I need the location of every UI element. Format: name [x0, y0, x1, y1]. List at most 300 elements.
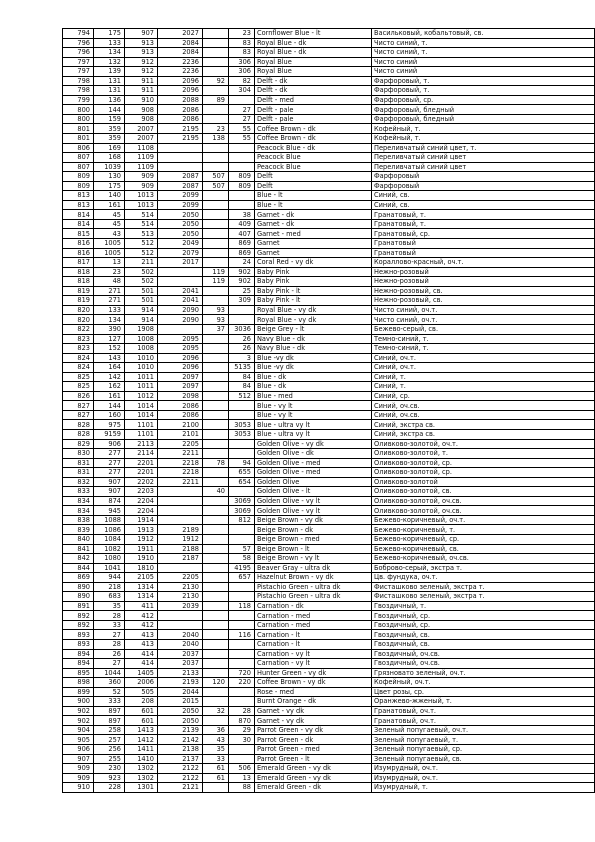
- col-cxc-cell: 27: [229, 114, 255, 124]
- col-anchor-cell: 256: [94, 745, 125, 755]
- col-dmc-cell: 909: [63, 764, 94, 774]
- table-row: [63, 745, 595, 755]
- col-dmc-cell: 895: [63, 668, 94, 678]
- table-row: [63, 401, 595, 411]
- col-name-ru-cell: Кофейный, т.: [372, 124, 595, 134]
- col-name-ru-cell: Бежево-серый, св.: [372, 324, 595, 334]
- col-name-ru-cell: Оливково-золотой, оч.т.: [372, 439, 595, 449]
- col-name-ru-cell: Синий, оч.т.: [372, 363, 595, 373]
- table-row: [63, 86, 595, 96]
- col-dmc-cell: 910: [63, 783, 94, 793]
- col-pnk-cell: [203, 29, 229, 39]
- col-name-ru-cell: Чисто синий: [372, 57, 595, 67]
- col-cxc-cell: 25: [229, 286, 255, 296]
- col-pnk-cell: [203, 582, 229, 592]
- col-name-en-cell: Royal Blue: [255, 57, 372, 67]
- col-madeira-cell: 514: [125, 219, 158, 229]
- col-anchor-cell: 874: [94, 496, 125, 506]
- col-name-ru-cell: Чисто синий, т.: [372, 48, 595, 58]
- col-madeira-cell: 911: [125, 76, 158, 86]
- col-madeira-cell: 413: [125, 630, 158, 640]
- col-anchor-cell: 162: [94, 382, 125, 392]
- table-row: [63, 534, 595, 544]
- col-pnk-cell: [203, 573, 229, 583]
- col-dmc-cell: 798: [63, 76, 94, 86]
- col-cxc-cell: [229, 611, 255, 621]
- table-row: [63, 668, 595, 678]
- col-name-ru-cell: Гвоздичный, св.: [372, 640, 595, 650]
- col-dmc-cell: 890: [63, 582, 94, 592]
- col-name-en-cell: Coffee Brown - dk: [255, 134, 372, 144]
- col-dmc-cell: 800: [63, 105, 94, 115]
- col-name-en-cell: Delft - pale: [255, 114, 372, 124]
- table-row: [63, 515, 595, 525]
- col-madeira-cell: 1008: [125, 344, 158, 354]
- col-madeira-cell: 2114: [125, 449, 158, 459]
- col-pnk-cell: [203, 48, 229, 58]
- col-anchor-cell: 164: [94, 363, 125, 373]
- col-cxc-cell: 83: [229, 38, 255, 48]
- col-name-ru-cell: Гранатовый, ср.: [372, 229, 595, 239]
- col-gamma-cell: 2098: [158, 391, 203, 401]
- col-gamma-cell: 2090: [158, 305, 203, 315]
- col-pnk-cell: [203, 363, 229, 373]
- col-madeira-cell: 412: [125, 620, 158, 630]
- col-cxc-cell: 4195: [229, 563, 255, 573]
- col-dmc-cell: 844: [63, 563, 94, 573]
- col-cxc-cell: 869: [229, 248, 255, 258]
- col-dmc-cell: 813: [63, 191, 94, 201]
- col-madeira-cell: 914: [125, 315, 158, 325]
- col-name-en-cell: Burnt Orange - dk: [255, 697, 372, 707]
- col-name-ru-cell: Чисто синий, оч.т.: [372, 315, 595, 325]
- col-pnk-cell: [203, 200, 229, 210]
- col-pnk-cell: [203, 668, 229, 678]
- table-row: [63, 334, 595, 344]
- col-pnk-cell: [203, 611, 229, 621]
- col-name-en-cell: Golden Olive: [255, 477, 372, 487]
- col-cxc-cell: 309: [229, 296, 255, 306]
- col-dmc-cell: 801: [63, 124, 94, 134]
- col-pnk-cell: [203, 468, 229, 478]
- col-dmc-cell: 891: [63, 601, 94, 611]
- col-cxc-cell: 5135: [229, 363, 255, 373]
- col-anchor-cell: 390: [94, 324, 125, 334]
- col-cxc-cell: 306: [229, 67, 255, 77]
- col-anchor-cell: 43: [94, 229, 125, 239]
- col-cxc-cell: 88: [229, 783, 255, 793]
- col-cxc-cell: [229, 620, 255, 630]
- col-anchor-cell: 45: [94, 210, 125, 220]
- col-madeira-cell: 1108: [125, 143, 158, 153]
- table-row: [63, 153, 595, 163]
- col-name-ru-cell: Чисто синий, т.: [372, 38, 595, 48]
- col-name-ru-cell: Васильковый, кобальтовый, св.: [372, 29, 595, 39]
- table-row: [63, 76, 595, 86]
- table-row: [63, 344, 595, 354]
- table-row: [63, 181, 595, 191]
- col-cxc-cell: 220: [229, 678, 255, 688]
- col-name-en-cell: Blue - lt: [255, 200, 372, 210]
- col-madeira-cell: 208: [125, 697, 158, 707]
- col-cxc-cell: 902: [229, 277, 255, 287]
- col-anchor-cell: 33: [94, 620, 125, 630]
- col-dmc-cell: 894: [63, 649, 94, 659]
- col-cxc-cell: 407: [229, 229, 255, 239]
- table-row: [63, 496, 595, 506]
- col-madeira-cell: 512: [125, 239, 158, 249]
- col-dmc-cell: 799: [63, 95, 94, 105]
- col-name-en-cell: Baby Pink - lt: [255, 286, 372, 296]
- col-cxc-cell: 512: [229, 391, 255, 401]
- col-name-ru-cell: Синий, св.: [372, 200, 595, 210]
- col-anchor-cell: 255: [94, 754, 125, 764]
- col-cxc-cell: 24: [229, 258, 255, 268]
- col-cxc-cell: [229, 697, 255, 707]
- col-gamma-cell: 2087: [158, 172, 203, 182]
- col-name-ru-cell: Бежево-коричневый, оч.св.: [372, 554, 595, 564]
- col-cxc-cell: 3053: [229, 429, 255, 439]
- col-dmc-cell: 907: [63, 754, 94, 764]
- col-gamma-cell: 2096: [158, 86, 203, 96]
- col-dmc-cell: 828: [63, 429, 94, 439]
- table-row: [63, 134, 595, 144]
- table-row: [63, 477, 595, 487]
- col-pnk-cell: [203, 57, 229, 67]
- col-name-ru-cell: Темно-синий, т.: [372, 334, 595, 344]
- table-row: [63, 410, 595, 420]
- col-anchor-cell: 152: [94, 344, 125, 354]
- col-madeira-cell: 412: [125, 611, 158, 621]
- col-gamma-cell: 2040: [158, 630, 203, 640]
- col-dmc-cell: 817: [63, 258, 94, 268]
- col-gamma-cell: 2211: [158, 477, 203, 487]
- table-row: [63, 754, 595, 764]
- col-cxc-cell: 30: [229, 735, 255, 745]
- col-pnk-cell: [203, 210, 229, 220]
- col-gamma-cell: 2099: [158, 200, 203, 210]
- col-name-en-cell: Blue -vy dk: [255, 353, 372, 363]
- col-pnk-cell: [203, 410, 229, 420]
- col-name-ru-cell: Оливково-золотой, ср.: [372, 458, 595, 468]
- col-cxc-cell: 3: [229, 353, 255, 363]
- table-row: [63, 649, 595, 659]
- col-dmc-cell: 816: [63, 239, 94, 249]
- col-name-en-cell: Pistachio Green - ultra dk: [255, 592, 372, 602]
- col-cxc-cell: 55: [229, 124, 255, 134]
- col-gamma-cell: 2086: [158, 114, 203, 124]
- col-name-en-cell: Carnation - lt: [255, 630, 372, 640]
- col-cxc-cell: 657: [229, 573, 255, 583]
- col-name-ru-cell: Синий, т.: [372, 372, 595, 382]
- table-row: [63, 38, 595, 48]
- col-name-en-cell: Garnet - vy dk: [255, 706, 372, 716]
- col-gamma-cell: 2133: [158, 668, 203, 678]
- col-gamma-cell: [158, 496, 203, 506]
- col-gamma-cell: [158, 611, 203, 621]
- col-gamma-cell: 2121: [158, 783, 203, 793]
- table-row: [63, 124, 595, 134]
- table-row: [63, 563, 595, 573]
- table-row: [63, 296, 595, 306]
- col-dmc-cell: 816: [63, 248, 94, 258]
- col-gamma-cell: 2187: [158, 554, 203, 564]
- col-madeira-cell: 601: [125, 716, 158, 726]
- col-pnk-cell: [203, 449, 229, 459]
- col-madeira-cell: 1011: [125, 372, 158, 382]
- col-madeira-cell: 1302: [125, 773, 158, 783]
- col-madeira-cell: 913: [125, 38, 158, 48]
- col-cxc-cell: [229, 640, 255, 650]
- col-cxc-cell: 654: [229, 477, 255, 487]
- table-row: [63, 429, 595, 439]
- col-anchor-cell: 134: [94, 48, 125, 58]
- col-madeira-cell: 505: [125, 687, 158, 697]
- col-gamma-cell: 1912: [158, 534, 203, 544]
- col-dmc-cell: 796: [63, 38, 94, 48]
- col-gamma-cell: 2097: [158, 382, 203, 392]
- col-name-en-cell: Blue - ultra vy lt: [255, 420, 372, 430]
- col-dmc-cell: 797: [63, 67, 94, 77]
- col-name-ru-cell: Бежево-коричневый, ср.: [372, 534, 595, 544]
- col-anchor-cell: 130: [94, 172, 125, 182]
- col-name-en-cell: Royal Blue: [255, 67, 372, 77]
- col-name-en-cell: Coral Red - vy dk: [255, 258, 372, 268]
- col-name-en-cell: Blue - vy lt: [255, 410, 372, 420]
- table-row: [63, 372, 595, 382]
- col-gamma-cell: [158, 506, 203, 516]
- col-dmc-cell: 906: [63, 745, 94, 755]
- col-madeira-cell: 2105: [125, 573, 158, 583]
- table-row: [63, 678, 595, 688]
- col-gamma-cell: [158, 267, 203, 277]
- col-name-en-cell: Beige Brown - dk: [255, 525, 372, 535]
- col-pnk-cell: 43: [203, 735, 229, 745]
- col-madeira-cell: 1101: [125, 429, 158, 439]
- col-dmc-cell: 905: [63, 735, 94, 745]
- col-madeira-cell: 1012: [125, 391, 158, 401]
- col-anchor-cell: 175: [94, 181, 125, 191]
- col-madeira-cell: 1910: [125, 554, 158, 564]
- col-pnk-cell: [203, 640, 229, 650]
- table-row: [63, 687, 595, 697]
- col-anchor-cell: 143: [94, 353, 125, 363]
- col-dmc-cell: 800: [63, 114, 94, 124]
- table-row: [63, 735, 595, 745]
- col-gamma-cell: 2050: [158, 706, 203, 716]
- col-name-ru-cell: Оранжево-жженый, т.: [372, 697, 595, 707]
- col-name-en-cell: Garnet: [255, 239, 372, 249]
- col-madeira-cell: 1314: [125, 592, 158, 602]
- col-name-ru-cell: Зеленый попугаевый, св.: [372, 754, 595, 764]
- col-madeira-cell: 1109: [125, 153, 158, 163]
- col-name-ru-cell: Зеленый попугаевый, т.: [372, 735, 595, 745]
- col-anchor-cell: 35: [94, 601, 125, 611]
- col-madeira-cell: 411: [125, 601, 158, 611]
- col-pnk-cell: [203, 353, 229, 363]
- col-name-ru-cell: Нежно-розовый, св.: [372, 286, 595, 296]
- col-cxc-cell: 29: [229, 725, 255, 735]
- table-row: [63, 783, 595, 793]
- col-cxc-cell: [229, 649, 255, 659]
- table-row: [63, 315, 595, 325]
- table-row: [63, 200, 595, 210]
- col-madeira-cell: 2007: [125, 124, 158, 134]
- col-dmc-cell: 823: [63, 344, 94, 354]
- col-dmc-cell: 813: [63, 200, 94, 210]
- col-gamma-cell: 2195: [158, 124, 203, 134]
- col-anchor-cell: 1005: [94, 239, 125, 249]
- col-name-ru-cell: Гвоздичный, т.: [372, 601, 595, 611]
- col-anchor-cell: 230: [94, 764, 125, 774]
- col-name-ru-cell: Изумрудный, т.: [372, 783, 595, 793]
- table-row: [63, 468, 595, 478]
- col-gamma-cell: 2130: [158, 592, 203, 602]
- col-anchor-cell: 923: [94, 773, 125, 783]
- col-name-ru-cell: Нежно-розовый, св.: [372, 296, 595, 306]
- col-pnk-cell: [203, 153, 229, 163]
- col-cxc-cell: 83: [229, 48, 255, 58]
- col-name-en-cell: Carnation - med: [255, 620, 372, 630]
- col-pnk-cell: 33: [203, 754, 229, 764]
- col-name-en-cell: Royal Blue - dk: [255, 48, 372, 58]
- col-dmc-cell: 825: [63, 382, 94, 392]
- col-anchor-cell: 277: [94, 468, 125, 478]
- col-name-en-cell: Golden Olive - vy dk: [255, 439, 372, 449]
- col-dmc-cell: 819: [63, 286, 94, 296]
- col-dmc-cell: 904: [63, 725, 94, 735]
- col-anchor-cell: 360: [94, 678, 125, 688]
- col-gamma-cell: 2039: [158, 601, 203, 611]
- col-gamma-cell: 2096: [158, 363, 203, 373]
- col-anchor-cell: 131: [94, 86, 125, 96]
- col-anchor-cell: 975: [94, 420, 125, 430]
- col-name-en-cell: Blue - vy lt: [255, 401, 372, 411]
- col-madeira-cell: 1314: [125, 582, 158, 592]
- col-name-ru-cell: Фарфоровый, т.: [372, 86, 595, 96]
- col-madeira-cell: 908: [125, 105, 158, 115]
- col-dmc-cell: 819: [63, 296, 94, 306]
- col-cxc-cell: 116: [229, 630, 255, 640]
- col-cxc-cell: [229, 315, 255, 325]
- col-madeira-cell: 2203: [125, 487, 158, 497]
- col-name-en-cell: Golden Olive - dk: [255, 449, 372, 459]
- col-name-ru-cell: Гвоздичный, ср.: [372, 611, 595, 621]
- table-row: [63, 324, 595, 334]
- col-anchor-cell: 1039: [94, 162, 125, 172]
- col-name-en-cell: Beige Brown - vy dk: [255, 515, 372, 525]
- col-cxc-cell: 118: [229, 601, 255, 611]
- col-madeira-cell: 2202: [125, 477, 158, 487]
- col-name-en-cell: Parrot Green - vy dk: [255, 725, 372, 735]
- col-gamma-cell: 2137: [158, 754, 203, 764]
- col-dmc-cell: 828: [63, 420, 94, 430]
- col-name-en-cell: Beige Brown - lt: [255, 544, 372, 554]
- col-anchor-cell: 142: [94, 372, 125, 382]
- col-madeira-cell: 2204: [125, 496, 158, 506]
- col-anchor-cell: 27: [94, 659, 125, 669]
- col-dmc-cell: 797: [63, 57, 94, 67]
- col-cxc-cell: 26: [229, 344, 255, 354]
- col-name-ru-cell: Фисташково зеленый, экстра т.: [372, 592, 595, 602]
- col-name-ru-cell: Оливково-золотой, св.: [372, 487, 595, 497]
- col-gamma-cell: 2079: [158, 248, 203, 258]
- col-name-en-cell: Carnation - dk: [255, 601, 372, 611]
- col-madeira-cell: 1405: [125, 668, 158, 678]
- col-dmc-cell: 807: [63, 153, 94, 163]
- col-pnk-cell: [203, 687, 229, 697]
- col-pnk-cell: [203, 296, 229, 306]
- col-anchor-cell: 271: [94, 286, 125, 296]
- col-name-ru-cell: Бежево-коричневый, св.: [372, 544, 595, 554]
- col-name-en-cell: Navy Blue - dk: [255, 344, 372, 354]
- col-cxc-cell: 82: [229, 76, 255, 86]
- col-cxc-cell: 869: [229, 239, 255, 249]
- col-gamma-cell: 2101: [158, 429, 203, 439]
- col-name-ru-cell: Бежево-коричневый, т.: [372, 525, 595, 535]
- col-name-en-cell: Beige Brown - vy lt: [255, 554, 372, 564]
- col-name-en-cell: Coffee Brown - vy dk: [255, 678, 372, 688]
- col-anchor-cell: 1088: [94, 515, 125, 525]
- table-row: [63, 659, 595, 669]
- col-name-en-cell: Blue - dk: [255, 372, 372, 382]
- col-pnk-cell: 120: [203, 678, 229, 688]
- col-gamma-cell: 2084: [158, 48, 203, 58]
- col-name-ru-cell: Переливчатый синий цвет, т.: [372, 143, 595, 153]
- col-name-en-cell: Carnation - vy lt: [255, 659, 372, 669]
- col-dmc-cell: 841: [63, 544, 94, 554]
- table-row: [63, 382, 595, 392]
- col-pnk-cell: 61: [203, 764, 229, 774]
- col-dmc-cell: 807: [63, 162, 94, 172]
- col-name-ru-cell: Синий, т.: [372, 382, 595, 392]
- table-row: [63, 67, 595, 77]
- col-pnk-cell: 507: [203, 181, 229, 191]
- col-name-en-cell: Rose - med: [255, 687, 372, 697]
- col-cxc-cell: 13: [229, 773, 255, 783]
- table-row: [63, 239, 595, 249]
- col-anchor-cell: 132: [94, 57, 125, 67]
- col-dmc-cell: 840: [63, 534, 94, 544]
- col-gamma-cell: 2086: [158, 410, 203, 420]
- col-dmc-cell: 893: [63, 630, 94, 640]
- col-name-en-cell: Baby Pink - lt: [255, 296, 372, 306]
- col-anchor-cell: 131: [94, 76, 125, 86]
- col-cxc-cell: [229, 143, 255, 153]
- col-dmc-cell: 902: [63, 706, 94, 716]
- col-madeira-cell: 502: [125, 267, 158, 277]
- table-row: [63, 105, 595, 115]
- table-row: [63, 95, 595, 105]
- col-cxc-cell: 23: [229, 29, 255, 39]
- col-anchor-cell: 28: [94, 640, 125, 650]
- col-name-ru-cell: Изумрудный, оч.т.: [372, 773, 595, 783]
- col-cxc-cell: [229, 410, 255, 420]
- table-row: [63, 114, 595, 124]
- col-pnk-cell: [203, 716, 229, 726]
- col-pnk-cell: [203, 515, 229, 525]
- table-row: [63, 487, 595, 497]
- col-anchor-cell: 28: [94, 611, 125, 621]
- col-name-ru-cell: Чисто синий: [372, 67, 595, 77]
- col-cxc-cell: 27: [229, 105, 255, 115]
- col-gamma-cell: 2095: [158, 334, 203, 344]
- col-cxc-cell: [229, 305, 255, 315]
- table-row: [63, 611, 595, 621]
- table-row: [63, 573, 595, 583]
- col-name-en-cell: Golden Olive - vy lt: [255, 496, 372, 506]
- table-row: [63, 506, 595, 516]
